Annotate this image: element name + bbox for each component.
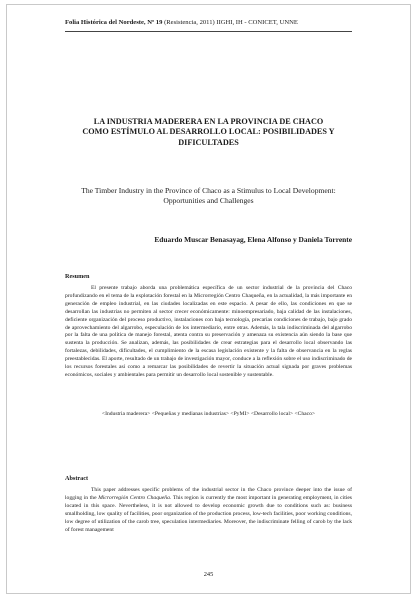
resumen-heading: Resumen: [65, 273, 90, 280]
abstract-text-start: This paper addresses specific problems of the industrial sector in the Chaco province deeper into the issue of logging in the: [65, 487, 352, 501]
english-title-line: Opportunities and Challenges: [163, 196, 254, 205]
authors: Eduardo Muscar Benasayag, Elena Alfonso y Daniela Torrente: [154, 235, 352, 244]
title-line: COMO ESTÍMULO AL DESARROLLO LOCAL: POSIBILIDADES Y: [82, 127, 335, 137]
resumen-paragraph: El presente trabajo aborda una problemática específica de un sector industrial de la provincia del Chaco profundizando en el tema de la explotación forestal en la Microrregión Centro Chaqueña, en la actualidad, la más importante en generación de empleo industrial, en las ciudades localizadas en este espacio. A pesar de ello, las condiciones en que se desarrollan las industrias no permiten al sector crecer económicamente: minoempresariado, baja calidad de las instalaciones, deficiente organización del proceso productivo, instalaciones con baja tecnología, precarias condiciones de trabajo, bajo grado de aprovechamiento del algarrobo, especulación de los intermediario, entre otras. Además, la tala indiscriminada del algarrobo por la falta de una política de manejo forestal, atenta contra su preservación y amenaza su existencia aún siendo la base que sustenta la producción. Se analizan, además, las posibilidades de crear estrategias para el desarrollo local observando las fortalezas, debilidades, dificultades, el cumplimiento de la escasa legislación existente y la falta de observancia en la reglas preestablecidas. El aporte, resultado de un trabajo de investigación mayor, conduce a la reflexión sobre el uso indiscriminado de los recursos forestales así como a remarcar las posibilidades de revertir la situación actual signada por graves problemas económicos, sociales y ambientales para permitir un desarrollo local sostenible y sustentable.: [65, 285, 352, 378]
title-line: DIFICULTADES: [178, 137, 239, 147]
paper-page: [6, 4, 411, 594]
abstract-text-end: . This region is currently the most important in generating employment, in cities located in this space. Nevertheless, it is not allowed to develop economic growth due to conditions such as: business smallholding, low quality of facilities, poor organization of the production process, low-tech facilities, poor working conditions, low degree of utilization of the carob tree, speculation intermediaries. Moreover, the indiscriminate felling of carob by the lack of forest management: [65, 494, 352, 533]
resumen-body: [65, 285, 352, 380]
title-line: LA INDUSTRIA MADERERA EN LA PROVINCIA DE CHACO: [93, 117, 324, 126]
english-title: [65, 186, 352, 206]
abstract-paragraph: [65, 487, 352, 534]
header-rule: [65, 31, 352, 32]
abstract-heading: Abstract: [65, 475, 89, 482]
article-title: [65, 117, 352, 148]
page-number: 245: [203, 571, 214, 578]
journal-name: Folia Histórica del Nordeste, Nº 19: [65, 19, 163, 26]
abstract-body: [65, 487, 352, 534]
abstract-region-name: Microrregión Centro Chaqueña: [98, 494, 170, 501]
journal-details: (Resistencia, 2011) IIGHI, IH - CONICET, UNNE: [164, 19, 298, 26]
english-title-line: The Timber Industry in the Province of Chaco as a Stimulus to Local Development:: [81, 186, 336, 195]
running-header: [65, 19, 298, 26]
keywords: <Industria maderera> <Pequeñas y medianas industrias> <PyMI> <Desarrollo local> <Chaco>: [101, 411, 316, 417]
